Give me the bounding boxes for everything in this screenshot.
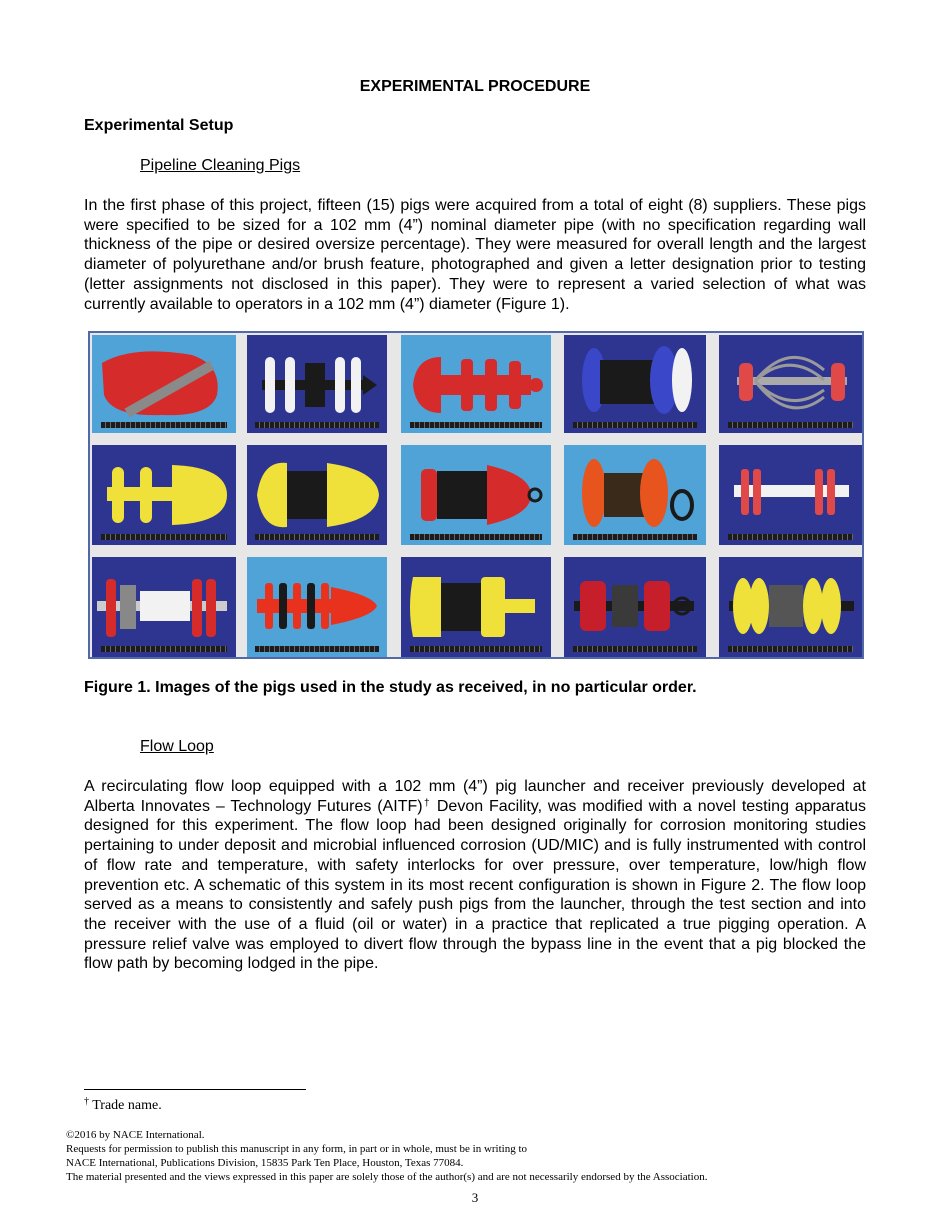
footnote-text: Trade name. xyxy=(89,1098,162,1113)
pig-1-illustration xyxy=(92,335,236,433)
pig-photo-4 xyxy=(564,335,706,433)
pig-13-illustration xyxy=(401,557,551,657)
figure-pig-images xyxy=(88,331,864,659)
pig-7-illustration xyxy=(247,445,387,545)
pig-photo-2 xyxy=(247,335,387,433)
pig-3-illustration xyxy=(401,335,551,433)
copyright-line-2: Requests for permission to publish this manuscript in any form, in part or in whole, must be in writing to xyxy=(66,1143,528,1155)
figure-caption: Figure 1. Images of the pigs used in the study as received, in no particular order. xyxy=(84,679,697,696)
pigs-heading: Pipeline Cleaning Pigs xyxy=(140,157,301,174)
pig-photo-8 xyxy=(401,445,551,545)
footnote-divider xyxy=(84,1089,306,1090)
flow-loop-text-part1: A recirculating flow loop equipped with a 102 mm (4”) pig launcher and receiver previously developed at Alberta Innovates – Technology Futures (AITF) xyxy=(84,778,866,815)
pigs-paragraph: In the first phase of this project, fifteen (15) pigs were acquired from a total of eight (8) suppliers. These pigs were specified to be sized for a 102 mm (4”) nominal diameter pipe (with no specification regarding wall thickness of the pipe or desired oversize percentage). They were measured for overall length and the largest diameter of polyurethane and/or brush feature, photographed and given a letter designation prior to testing (letter assignments not disclosed in this paper). They were to represent a varied selection of what was currently available to operators in a 102 mm (4”) diameter (Figure 1). xyxy=(84,197,866,313)
pig-11-illustration xyxy=(92,557,236,657)
pig-14-illustration xyxy=(564,557,706,657)
footnote-mark: † xyxy=(84,1096,89,1107)
pig-12-illustration xyxy=(247,557,387,657)
dagger-footnote-mark: † xyxy=(422,797,431,809)
pig-photo-3 xyxy=(401,335,551,433)
pig-photo-7 xyxy=(247,445,387,545)
pig-photo-13 xyxy=(401,557,551,657)
pig-photo-1 xyxy=(92,335,236,433)
copyright-line-3: NACE International, Publications Division, 15835 Park Ten Place, Houston, Texas 77084. xyxy=(66,1157,464,1169)
pig-photo-5 xyxy=(719,335,862,433)
pig-photo-9 xyxy=(564,445,706,545)
subsection-heading: Experimental Setup xyxy=(84,117,234,134)
pig-5-illustration xyxy=(719,335,862,433)
flow-loop-text-part2: Devon Facility, was modified with a novel testing apparatus designed for this experiment. The flow loop had been designed originally for corrosion monitoring studies pertaining to under deposit and microbial influenced corrosion (UD/MIC) and is fully instrumented with control of flow rate and temperature, with safety interlocks for over pressure, over temperature, low/high flow prevention etc. A schematic of this system in its most recent configuration is shown in Figure 2. The flow loop served as a means to consistently and safely push pigs from the launcher, through the test section and into the receiver with the use of a fluid (oil or water) in a practice that replicated a true pigging operation. A pressure relief valve was employed to divert flow through the bypass line in the event that a pig blocked the flow path by becoming lodged in the pipe. xyxy=(84,797,866,973)
copyright-notice xyxy=(66,1128,707,1184)
flow-loop-heading: Flow Loop xyxy=(140,738,214,755)
pig-photo-12 xyxy=(247,557,387,657)
copyright-line-1: ©2016 by NACE International. xyxy=(66,1129,205,1141)
pig-9-illustration xyxy=(564,445,706,545)
flow-loop-paragraph xyxy=(84,777,866,974)
copyright-line-4: The material presented and the views expressed in this paper are solely those of the author(s) and are not necessarily endorsed by the Association. xyxy=(66,1171,708,1183)
pig-8-illustration xyxy=(401,445,551,545)
pig-4-illustration xyxy=(564,335,706,433)
pig-2-illustration xyxy=(247,335,387,433)
footnote xyxy=(84,1098,162,1114)
pig-photo-15 xyxy=(719,557,862,657)
pig-photo-11 xyxy=(92,557,236,657)
section-title: EXPERIMENTAL PROCEDURE xyxy=(359,78,591,95)
pig-6-illustration xyxy=(92,445,236,545)
pig-10-illustration xyxy=(719,445,862,545)
pig-photo-6 xyxy=(92,445,236,545)
pig-15-illustration xyxy=(719,557,862,657)
pig-photo-14 xyxy=(564,557,706,657)
page-number: 3 xyxy=(471,1190,479,1205)
pig-photo-10 xyxy=(719,445,862,545)
